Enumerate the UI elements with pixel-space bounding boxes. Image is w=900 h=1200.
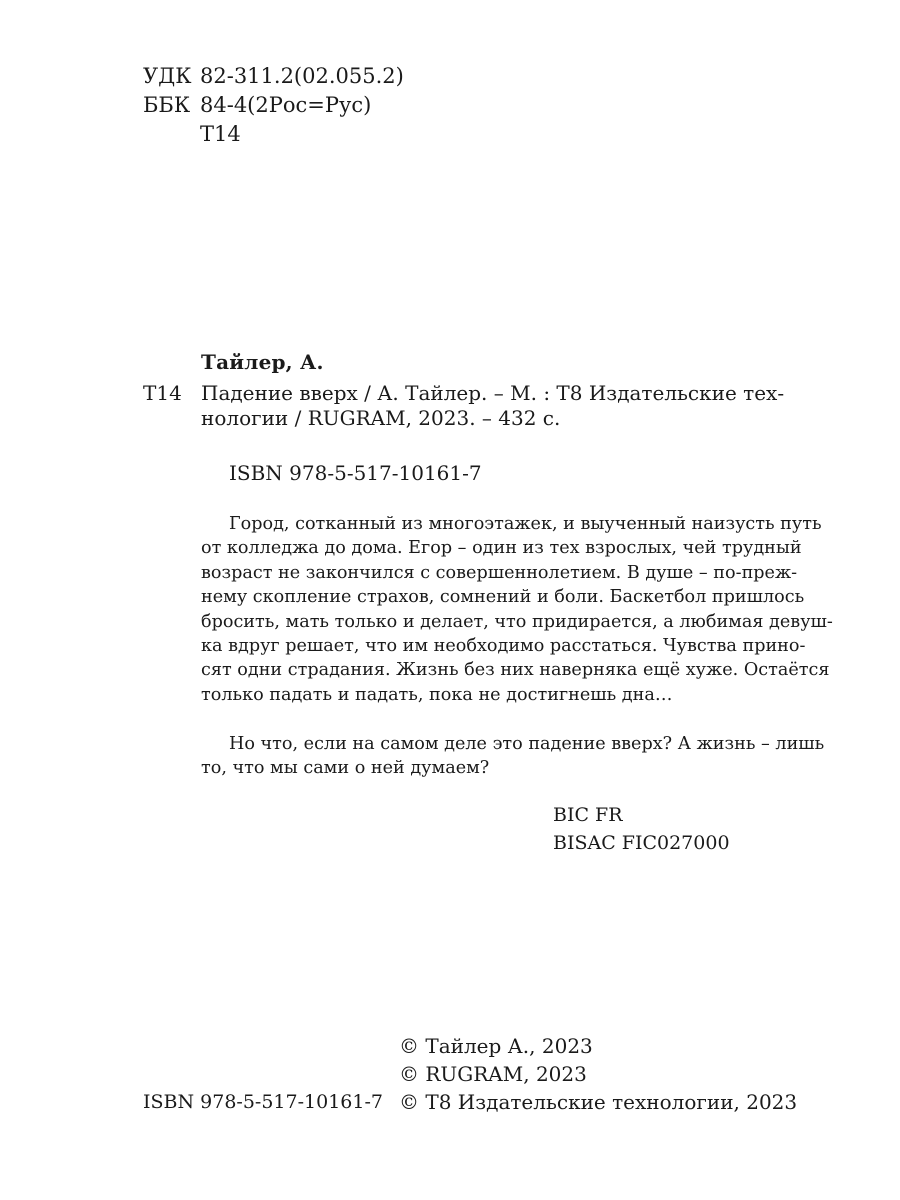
copyright-rugram: © RUGRAM, 2023 — [399, 1062, 587, 1086]
catalog-description — [201, 381, 785, 430]
annotation-line: бросить, мать только и делает, что придирается, а любимая девуш- — [201, 611, 833, 632]
annotation-line: то, что мы сами о ней думаем? — [201, 758, 490, 779]
annotation-line: возраст не закончился с совершеннолетием. В душе – по-преж- — [201, 562, 798, 583]
subject-codes — [553, 801, 730, 857]
annotation-line: нему скопление страхов, сомнений и боли. Баскетбол пришлось — [201, 587, 805, 608]
copyright-t8: © Т8 Издательские технологии, 2023 — [399, 1090, 798, 1114]
annotation-line: ка вдруг решает, что им необходимо расстаться. Чувства прино- — [201, 636, 806, 657]
annotation-paragraph-1 — [201, 512, 833, 707]
udk-label: УДК — [143, 64, 192, 88]
annotation-line: сят одни страдания. Жизнь без них наверняка ещё хуже. Остаётся — [201, 660, 830, 681]
catalog-author: Тайлер, А. — [201, 350, 324, 374]
annotation-line: только падать и падать, пока не достигнешь дна… — [201, 684, 673, 705]
catalog-description-line1: Падение вверх / А. Тайлер. – М. : Т8 Издательские тех- — [201, 381, 785, 405]
catalog-author-mark: Т14 — [143, 381, 182, 405]
catalog-description-line2: нологии / RUGRAM, 2023. – 432 с. — [201, 405, 561, 430]
annotation-line: от колледжа до дома. Егор – один из тех взрослых, чей трудный — [201, 538, 802, 559]
bbk-value: 84-4(2Рос=Рус) — [200, 93, 372, 117]
classification-block — [143, 62, 443, 152]
copyright-author: © Тайлер А., 2023 — [399, 1034, 593, 1058]
annotation-line: Город, сотканный из многоэтажек, и выученный наизусть путь — [229, 514, 822, 534]
bbk-label: ББК — [143, 93, 191, 117]
copyright-block — [399, 1032, 797, 1116]
catalog-isbn: ISBN 978-5-517-10161-7 — [229, 461, 482, 485]
footer-isbn: ISBN 978-5-517-10161-7 — [143, 1091, 383, 1113]
bic-code: BIC FR — [553, 804, 623, 826]
author-mark-top: Т14 — [200, 122, 241, 146]
bisac-code: BISAC FIC027000 — [553, 832, 730, 854]
udk-value: 82-311.2(02.055.2) — [200, 64, 404, 88]
annotation-paragraph-2 — [201, 732, 825, 781]
annotation-line: Но что, если на самом деле это падение вверх? А жизнь – лишь — [229, 734, 825, 754]
